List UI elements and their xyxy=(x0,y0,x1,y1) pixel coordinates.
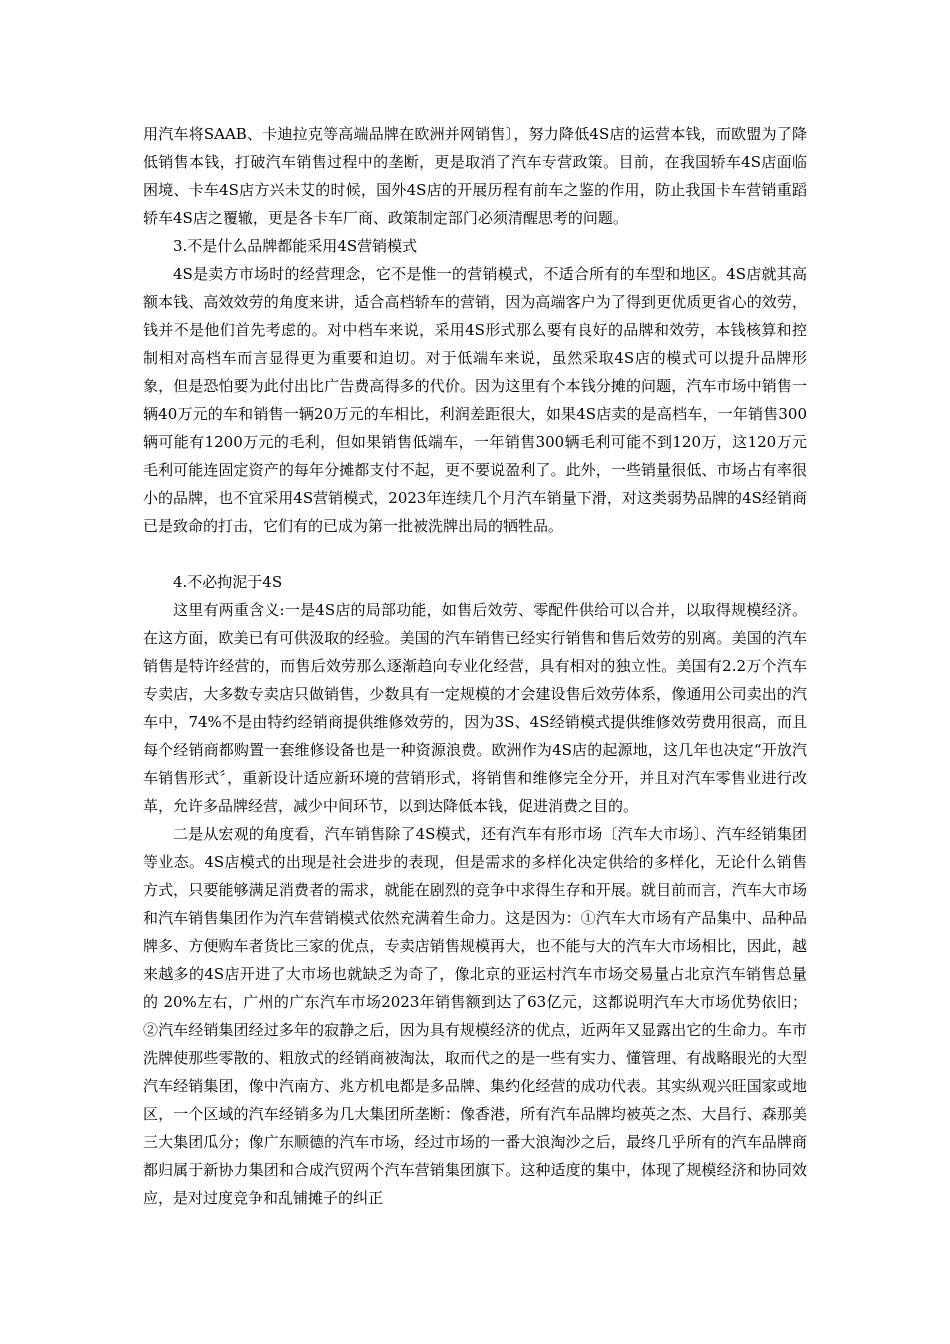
section-heading-3: 3.不是什么品牌都能采用4S营销模式 xyxy=(173,237,418,255)
section-heading-4: 4.不必拘泥于4S xyxy=(173,573,283,591)
document-page xyxy=(143,120,807,1212)
paragraph-second-meaning: 二是从宏观的角度看，汽车销售除了4S模式，还有汽车有形市场〔汽车大市场〕、汽车经销集团等业态。4S店模式的出现是社会进步的表现，但是需求的多样化决定供给的多样化，无论什么销售方式，只要能够满足消费者的需求，就能在剧烈的竞争中求得生存和开展。就目前而言，汽车大市场和汽车销售集团作为汽车营销模式依然充满着生命力。这是因为：①汽车大市场有产品集中、品种品牌多、方便购车者货比三家的优点，专卖店销售规模再大，也不能与大的汽车大市场相比，因此，越来越多的4S店开进了大市场也就缺乏为奇了，像北京的亚运村汽车市场交易量占北京汽车销售总量的 20%左右，广州的广东汽车市场2023年销售额到达了63亿元，这都说明汽车大市场优势依旧；②汽车经销集团经过多年的寂静之后，因为具有规模经济的优点，近两年又显露出它的生命力。车市洗牌使那些零散的、粗放式的经销商被淘汰，取而代之的是一些有实力、懂管理、有战略眼光的大型汽车经销集团，像中汽南方、兆方机电都是多品牌、集约化经营的成功代表。其实纵观兴旺国家或地区，一个区域的汽车经销多为几大集团所垄断：像香港，所有汽车品牌均被英之杰、大昌行、森那美三大集团瓜分；像广东顺德的汽车市场，经过市场的一番大浪淘沙之后，最终几乎所有的汽车品牌商都归属于新协力集团和合成汽贸两个汽车营销集团旗下。这种适度的集中，体现了规模经济和协同效应，是对过度竞争和乱铺摊子的纠正 xyxy=(143,825,807,1207)
paragraph-continued-intro: 用汽车将SAAB、卡迪拉克等高端品牌在欧洲并网销售〕，努力降低4S店的运营本钱，而欧盟为了降低销售本钱，打破汽车销售过程中的垄断，更是取消了汽车专营政策。目前，在我国轿车4S店面临困境、卡车4S店方兴未艾的时候，国外4S店的开展历程有前车之鉴的作用，防止我国卡车营销重蹈轿车4S店之覆辙，更是各卡车厂商、政策制定部门必须清醒思考的问题。 xyxy=(143,125,807,227)
paragraph-first-meaning: 这里有两重含义:一是4S店的局部功能，如售后效劳、零配件供给可以合并，以取得规模经济。在这方面，欧美已有可供汲取的经验。美国的汽车销售已经实行销售和售后效劳的别离。美国的汽车销售是特许经营的，而售后效劳那么逐渐趋向专业化经营，具有相对的独立性。美国有2.2万个汽车专卖店，大多数专卖店只做销售，少数具有一定规模的才会建设售后效劳体系，像通用公司卖出的汽车中，74%不是由特约经销商提供维修效劳的，因为3S、4S经销模式提供维修效劳费用很高，而且每个经销商都购置一套维修设备也是一种资源浪费。欧洲作为4S店的起源地，这几年也决定“开放汽车销售形式〞，重新设计适应新环境的营销形式，将销售和维修完全分开，并且对汽车零售业进行改革，允许多品牌经营，减少中间环节，以到达降低本钱，促进消费之目的。 xyxy=(143,601,807,815)
paragraph-brand-4s: 4S是卖方市场时的经营理念，它不是惟一的营销模式，不适合所有的车型和地区。4S店就其高额本钱、高效效劳的角度来讲，适合高档轿车的营销，因为高端客户为了得到更优质更省心的效劳，钱并不是他们首先考虑的。对中档车来说，采用4S形式那么要有良好的品牌和效劳，本钱核算和控制相对高档车而言显得更为重要和迫切。对于低端车来说，虽然采取4S店的模式可以提升品牌形象，但是恐怕要为此付出比广告费高得多的代价。因为这里有个本钱分摊的问题，汽车市场中销售一辆40万元的车和销售一辆20万元的车相比，利润差距很大，如果4S店卖的是高档车，一年销售300辆可能有1200万元的毛利，但如果销售低端车，一年销售300辆毛利可能不到120万，这120万元毛利可能连固定资产的每年分摊都支付不起，更不要说盈利了。此外，一些销量很低、市场占有率很小的品牌，也不宜采用4S营销模式，2023年连续几个月汽车销量下滑，对这类弱势品牌的4S经销商已是致命的打击，它们有的已成为第一批被洗牌出局的牺牲品。 xyxy=(143,265,807,535)
blank-line xyxy=(143,540,807,568)
